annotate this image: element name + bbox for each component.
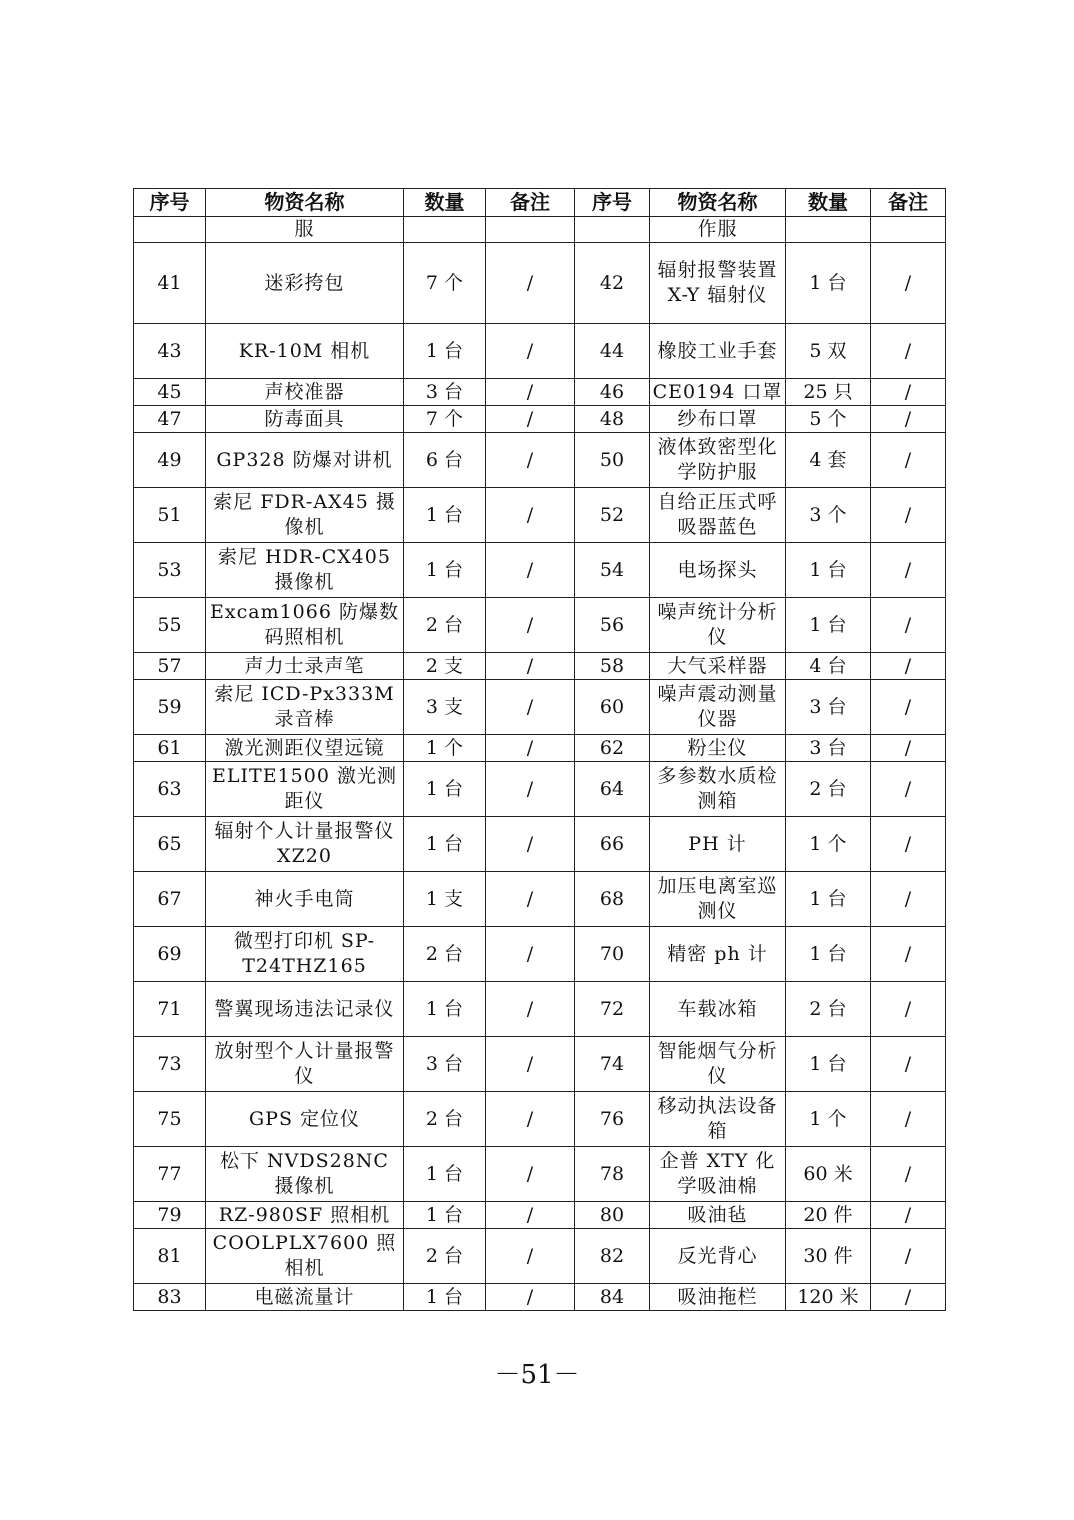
item-name-cell: 松下 NVDS28NC 摄像机: [206, 1147, 404, 1202]
item-name-cell: GPS 定位仪: [206, 1092, 404, 1147]
index-cell: 77: [134, 1147, 206, 1202]
quantity-cell: 4 套: [786, 433, 871, 488]
table-row: [134, 433, 946, 488]
table-row: [134, 1284, 946, 1311]
quantity-cell: [786, 217, 871, 243]
index-cell: 49: [134, 433, 206, 488]
quantity-cell: 3 台: [404, 1037, 486, 1092]
quantity-cell: 3 支: [404, 680, 486, 735]
item-name-cell: 激光测距仪望远镜: [206, 735, 404, 762]
index-cell: 69: [134, 927, 206, 982]
item-name-cell: 神火手电筒: [206, 872, 404, 927]
quantity-cell: 1 台: [404, 324, 486, 379]
quantity-cell: 2 台: [404, 1229, 486, 1284]
table-row: [134, 817, 946, 872]
item-name-cell: 精密 ph 计: [650, 927, 786, 982]
index-cell: 43: [134, 324, 206, 379]
quantity-cell: 2 台: [786, 982, 871, 1037]
quantity-cell: 5 个: [786, 406, 871, 433]
quantity-cell: 30 件: [786, 1229, 871, 1284]
remark-cell: /: [871, 379, 946, 406]
quantity-cell: 1 台: [404, 1147, 486, 1202]
remark-cell: /: [871, 982, 946, 1037]
table-row: [134, 598, 946, 653]
quantity-cell: 2 台: [404, 927, 486, 982]
remark-cell: /: [871, 1284, 946, 1311]
quantity-cell: [404, 217, 486, 243]
remark-cell: /: [486, 243, 575, 324]
item-name-cell: 作服: [650, 217, 786, 243]
index-cell: 61: [134, 735, 206, 762]
table-row: [134, 1202, 946, 1229]
quantity-cell: 1 台: [786, 927, 871, 982]
item-name-cell: 智能烟气分析仪: [650, 1037, 786, 1092]
remark-cell: /: [871, 653, 946, 680]
table-row: [134, 243, 946, 324]
header-remark: 备注: [871, 189, 946, 217]
materials-table: [133, 188, 946, 1311]
remark-cell: /: [486, 1202, 575, 1229]
index-cell: 53: [134, 543, 206, 598]
page-number: －51－: [494, 1360, 580, 1390]
quantity-cell: 2 台: [404, 598, 486, 653]
index-cell: 83: [134, 1284, 206, 1311]
index-cell: 59: [134, 680, 206, 735]
item-name-cell: 橡胶工业手套: [650, 324, 786, 379]
remark-cell: /: [486, 324, 575, 379]
quantity-cell: 1 台: [404, 762, 486, 817]
item-name-cell: RZ-980SF 照相机: [206, 1202, 404, 1229]
remark-cell: /: [486, 543, 575, 598]
remark-cell: /: [871, 598, 946, 653]
item-name-cell: 索尼 HDR-CX405 摄像机: [206, 543, 404, 598]
index-cell: 66: [575, 817, 650, 872]
item-name-cell: 纱布口罩: [650, 406, 786, 433]
remark-cell: /: [486, 1229, 575, 1284]
quantity-cell: 3 个: [786, 488, 871, 543]
quantity-cell: 5 双: [786, 324, 871, 379]
index-cell: 51: [134, 488, 206, 543]
remark-cell: [871, 217, 946, 243]
item-name-cell: 微型打印机 SP-T24THZ165: [206, 927, 404, 982]
index-cell: 62: [575, 735, 650, 762]
quantity-cell: 3 台: [786, 735, 871, 762]
index-cell: 60: [575, 680, 650, 735]
remark-cell: /: [871, 1037, 946, 1092]
quantity-cell: 2 支: [404, 653, 486, 680]
table-body: [134, 217, 946, 1311]
table-row: [134, 1147, 946, 1202]
index-cell: 63: [134, 762, 206, 817]
header-item-name: 物资名称: [206, 189, 404, 217]
table-row: [134, 872, 946, 927]
index-cell: 58: [575, 653, 650, 680]
remark-cell: /: [871, 1147, 946, 1202]
item-name-cell: 企普 XTY 化学吸油棉: [650, 1147, 786, 1202]
remark-cell: /: [871, 1092, 946, 1147]
quantity-cell: 6 台: [404, 433, 486, 488]
item-name-cell: GP328 防爆对讲机: [206, 433, 404, 488]
remark-cell: /: [871, 872, 946, 927]
item-name-cell: 警翼现场违法记录仪: [206, 982, 404, 1037]
remark-cell: /: [486, 433, 575, 488]
quantity-cell: 1 台: [404, 543, 486, 598]
index-cell: 54: [575, 543, 650, 598]
quantity-cell: 1 台: [404, 817, 486, 872]
quantity-cell: 1 个: [786, 817, 871, 872]
item-name-cell: CE0194 口罩: [650, 379, 786, 406]
quantity-cell: 3 台: [404, 379, 486, 406]
quantity-cell: 3 台: [786, 680, 871, 735]
quantity-cell: 1 个: [404, 735, 486, 762]
remark-cell: /: [871, 762, 946, 817]
quantity-cell: 1 台: [404, 1202, 486, 1229]
header-quantity: 数量: [404, 189, 486, 217]
remark-cell: /: [871, 1202, 946, 1229]
remark-cell: /: [486, 406, 575, 433]
item-name-cell: 声力士录声笔: [206, 653, 404, 680]
table-row: [134, 1092, 946, 1147]
remark-cell: /: [486, 927, 575, 982]
remark-cell: /: [871, 927, 946, 982]
item-name-cell: 车载冰箱: [650, 982, 786, 1037]
table-row: [134, 379, 946, 406]
index-cell: 47: [134, 406, 206, 433]
remark-cell: /: [871, 1229, 946, 1284]
item-name-cell: 索尼 FDR-AX45 摄像机: [206, 488, 404, 543]
quantity-cell: 1 台: [786, 872, 871, 927]
table-row: [134, 982, 946, 1037]
index-cell: [134, 217, 206, 243]
table-row: [134, 543, 946, 598]
remark-cell: /: [871, 324, 946, 379]
item-name-cell: 服: [206, 217, 404, 243]
quantity-cell: 60 米: [786, 1147, 871, 1202]
header-remark: 备注: [486, 189, 575, 217]
item-name-cell: 吸油毡: [650, 1202, 786, 1229]
item-name-cell: 噪声统计分析仪: [650, 598, 786, 653]
item-name-cell: 液体致密型化学防护服: [650, 433, 786, 488]
table-row: [134, 217, 946, 243]
quantity-cell: 2 台: [786, 762, 871, 817]
index-cell: 76: [575, 1092, 650, 1147]
index-cell: 50: [575, 433, 650, 488]
index-cell: 57: [134, 653, 206, 680]
quantity-cell: 1 台: [786, 598, 871, 653]
item-name-cell: 辐射个人计量报警仪 XZ20: [206, 817, 404, 872]
remark-cell: /: [486, 1284, 575, 1311]
quantity-cell: 2 台: [404, 1092, 486, 1147]
remark-cell: /: [486, 1092, 575, 1147]
quantity-cell: 1 台: [786, 243, 871, 324]
index-cell: 70: [575, 927, 650, 982]
remark-cell: /: [871, 406, 946, 433]
quantity-cell: 4 台: [786, 653, 871, 680]
quantity-cell: 1 台: [786, 543, 871, 598]
header-index: 序号: [575, 189, 650, 217]
item-name-cell: 多参数水质检测箱: [650, 762, 786, 817]
index-cell: 67: [134, 872, 206, 927]
index-cell: 84: [575, 1284, 650, 1311]
index-cell: 41: [134, 243, 206, 324]
item-name-cell: 声校准器: [206, 379, 404, 406]
item-name-cell: 反光背心: [650, 1229, 786, 1284]
remark-cell: /: [486, 817, 575, 872]
remark-cell: [486, 217, 575, 243]
remark-cell: /: [871, 543, 946, 598]
table-row: [134, 653, 946, 680]
table-row: [134, 735, 946, 762]
remark-cell: /: [486, 982, 575, 1037]
remark-cell: /: [871, 243, 946, 324]
quantity-cell: 120 米: [786, 1284, 871, 1311]
table-row: [134, 680, 946, 735]
remark-cell: /: [871, 817, 946, 872]
remark-cell: /: [486, 735, 575, 762]
quantity-cell: 1 支: [404, 872, 486, 927]
table-row: [134, 1037, 946, 1092]
index-cell: 64: [575, 762, 650, 817]
index-cell: 75: [134, 1092, 206, 1147]
table-row: [134, 762, 946, 817]
item-name-cell: 电磁流量计: [206, 1284, 404, 1311]
table-row: [134, 324, 946, 379]
quantity-cell: 1 个: [786, 1092, 871, 1147]
header-index: 序号: [134, 189, 206, 217]
index-cell: [575, 217, 650, 243]
quantity-cell: 1 台: [786, 1037, 871, 1092]
index-cell: 72: [575, 982, 650, 1037]
quantity-cell: 7 个: [404, 243, 486, 324]
header-item-name: 物资名称: [650, 189, 786, 217]
remark-cell: /: [486, 872, 575, 927]
table-row: [134, 927, 946, 982]
index-cell: 45: [134, 379, 206, 406]
item-name-cell: 防毒面具: [206, 406, 404, 433]
item-name-cell: 大气采样器: [650, 653, 786, 680]
remark-cell: /: [871, 488, 946, 543]
item-name-cell: Excam1066 防爆数码照相机: [206, 598, 404, 653]
index-cell: 56: [575, 598, 650, 653]
remark-cell: /: [871, 680, 946, 735]
item-name-cell: 加压电离室巡测仪: [650, 872, 786, 927]
quantity-cell: 1 台: [404, 488, 486, 543]
item-name-cell: 放射型个人计量报警仪: [206, 1037, 404, 1092]
item-name-cell: 移动执法设备箱: [650, 1092, 786, 1147]
item-name-cell: 辐射报警装置 X-Y 辐射仪: [650, 243, 786, 324]
index-cell: 44: [575, 324, 650, 379]
header-quantity: 数量: [786, 189, 871, 217]
index-cell: 65: [134, 817, 206, 872]
item-name-cell: KR-10M 相机: [206, 324, 404, 379]
index-cell: 55: [134, 598, 206, 653]
table-row: [134, 406, 946, 433]
index-cell: 73: [134, 1037, 206, 1092]
table-row: [134, 488, 946, 543]
quantity-cell: 1 台: [404, 982, 486, 1037]
remark-cell: /: [486, 653, 575, 680]
index-cell: 68: [575, 872, 650, 927]
item-name-cell: 索尼 ICD-Px333M 录音棒: [206, 680, 404, 735]
index-cell: 79: [134, 1202, 206, 1229]
remark-cell: /: [486, 1037, 575, 1092]
item-name-cell: COOLPLX7600 照相机: [206, 1229, 404, 1284]
index-cell: 80: [575, 1202, 650, 1229]
item-name-cell: 吸油拖栏: [650, 1284, 786, 1311]
table-header-row: [134, 189, 946, 217]
table-row: [134, 1229, 946, 1284]
remark-cell: /: [486, 488, 575, 543]
quantity-cell: 20 件: [786, 1202, 871, 1229]
quantity-cell: 7 个: [404, 406, 486, 433]
remark-cell: /: [486, 680, 575, 735]
index-cell: 42: [575, 243, 650, 324]
item-name-cell: 自给正压式呼吸器蓝色: [650, 488, 786, 543]
remark-cell: /: [486, 1147, 575, 1202]
index-cell: 48: [575, 406, 650, 433]
item-name-cell: ELITE1500 激光测距仪: [206, 762, 404, 817]
remark-cell: /: [486, 598, 575, 653]
index-cell: 46: [575, 379, 650, 406]
index-cell: 81: [134, 1229, 206, 1284]
item-name-cell: 电场探头: [650, 543, 786, 598]
item-name-cell: 迷彩挎包: [206, 243, 404, 324]
remark-cell: /: [871, 433, 946, 488]
index-cell: 52: [575, 488, 650, 543]
index-cell: 78: [575, 1147, 650, 1202]
quantity-cell: 1 台: [404, 1284, 486, 1311]
index-cell: 74: [575, 1037, 650, 1092]
remark-cell: /: [486, 379, 575, 406]
remark-cell: /: [871, 735, 946, 762]
index-cell: 71: [134, 982, 206, 1037]
quantity-cell: 25 只: [786, 379, 871, 406]
item-name-cell: 噪声震动测量仪器: [650, 680, 786, 735]
item-name-cell: 粉尘仪: [650, 735, 786, 762]
item-name-cell: PH 计: [650, 817, 786, 872]
remark-cell: /: [486, 762, 575, 817]
index-cell: 82: [575, 1229, 650, 1284]
